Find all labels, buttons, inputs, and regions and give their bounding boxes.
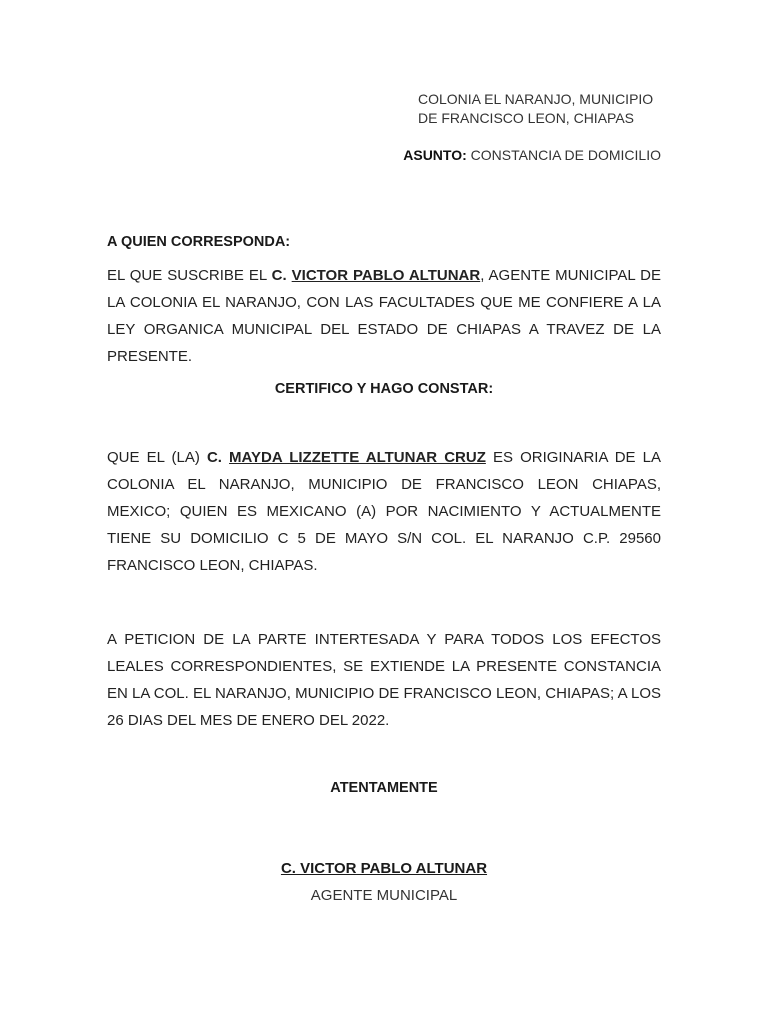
signature-title: AGENTE MUNICIPAL xyxy=(310,887,458,904)
certificate-post: ES ORIGINARIA DE LA COLONIA EL NARANJO, MUNICIPIO DE FRANCISCO LEON CHIAPAS, MEXICO; QUIEN ES MEXICANO (A) POR NACIMIENTO Y ACTUALMENTE TIENE SU DOMICILIO C 5 DE MAYO S/N COL. EL NARANJO C.P. 29560 FRANCISCO LEON, CHIAPAS. xyxy=(107,449,661,574)
intro-post: , AGENTE MUNICIPAL DE LA COLONIA EL NARANJO, CON LAS FACULTADES QUE ME CONFIERE A LA LEY ORGANICA MUNICIPAL DEL ESTADO DE CHIAPAS A TRAVEZ DE LA PRESENTE. xyxy=(107,267,662,365)
greeting: A QUIEN CORRESPONDA: xyxy=(107,234,291,250)
certificate-paragraph xyxy=(107,444,661,579)
location-header xyxy=(418,90,678,128)
request-paragraph: A PETICION DE LA PARTE INTERTESADA Y PARA TODOS LOS EFECTOS LEALES CORRESPONDIENTES, SE EXTIENDE LA PRESENTE CONSTANCIA EN LA COL. EL NARANJO, MUNICIPIO DE FRANCISCO LEON, CHIAPAS; A LOS 26 DIAS DEL MES DE ENERO DEL 2022. xyxy=(107,631,661,729)
subject-text: CONSTANCIA DE DOMICILIO xyxy=(470,147,661,163)
closing: ATENTAMENTE xyxy=(330,780,438,796)
signer-name: VICTOR PABLO ALTUNAR xyxy=(291,267,481,284)
signature-name: C. VICTOR PABLO ALTUNAR xyxy=(280,860,488,877)
intro-paragraph xyxy=(107,262,661,370)
intro-prefix: C. xyxy=(271,267,292,284)
subject-label: ASUNTO: xyxy=(403,147,467,163)
location-line-1: COLONIA EL NARANJO, MUNICIPIO xyxy=(418,91,654,107)
resident-name: MAYDA LIZZETTE ALTUNAR CRUZ xyxy=(229,449,486,466)
intro-pre: EL QUE SUSCRIBE EL xyxy=(107,267,272,284)
certificate-pre: QUE EL (LA) xyxy=(107,449,207,466)
certify-heading: CERTIFICO Y HAGO CONSTAR: xyxy=(274,381,494,397)
location-line-2: DE FRANCISCO LEON, CHIAPAS xyxy=(418,110,635,126)
certificate-prefix: C. xyxy=(206,449,230,466)
letter-body xyxy=(107,234,661,904)
subject-line xyxy=(403,147,661,163)
